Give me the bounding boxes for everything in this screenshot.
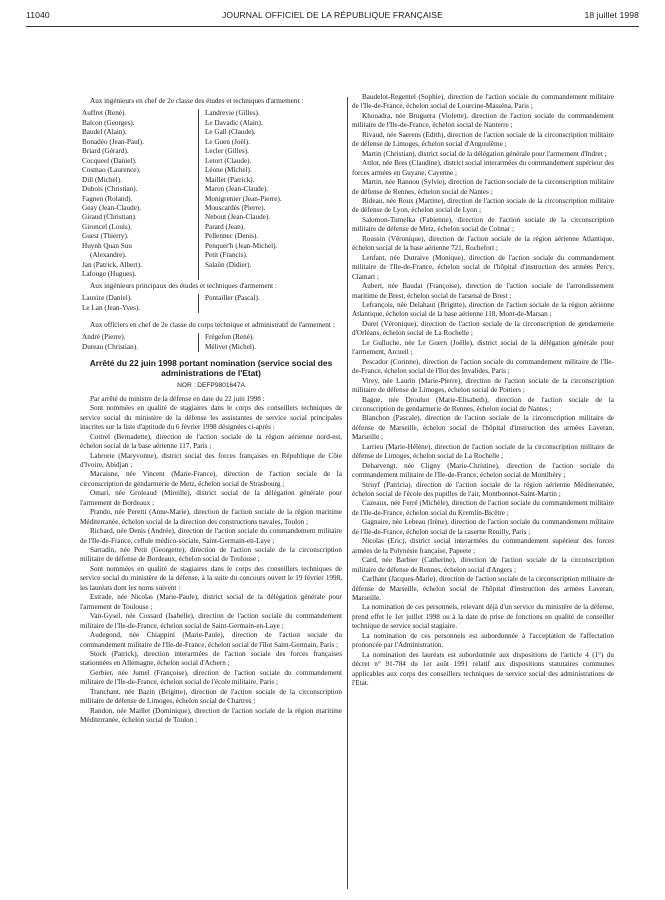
paragraph: Par arrêté du ministre de la défense en date du 22 juin 1998 : <box>90 394 265 403</box>
name-entry: Le Lan (Jean-Yves). <box>82 303 141 312</box>
name-entry: Penquer'h (Jean-Michel). <box>205 241 278 250</box>
name-list-2-col-2 <box>198 294 342 313</box>
paragraph: Deharvengt, née Cligny (Marie-Christine), direction de l'action sociale du commandement militaire de l'Ile-de-France, échelon social de Montlhéry ; <box>352 461 614 480</box>
paragraph: Virey, née Laurin (Marie-Pierre), direction de l'action sociale de la circonscription militaire de défense de Limoges, échelon social de Poitiers ; <box>352 376 614 395</box>
name-entry: Fagnen (Roland). <box>82 194 133 203</box>
paragraph: Bague, née Drouhot (Marie-Elisabeth), direction de l'action sociale de la circonscription de gendarmerie de Rennes, échelon social de Nantes ; <box>352 395 614 413</box>
name-entry: Le Guen (Joël). <box>205 137 250 146</box>
name-list-2-col-1 <box>80 294 198 313</box>
name-entry: Lafouge (Hugues). <box>82 270 137 279</box>
paragraph: Khouadra, née Bruguera (Violette), direction de l'action sociale du commandement militaire de l'Ile-de-France, échelon social de Nanterre ; <box>352 111 614 130</box>
name-list-1-col-2 <box>198 109 342 279</box>
name-entry: Landrevie (Gilles). <box>205 109 260 118</box>
name-entry: Giraud (Christian). <box>82 213 137 222</box>
intro-ingenieurs-chef: Aux ingénieurs en chef de 2e classe des études et techniques d'armement : <box>90 97 304 105</box>
paragraph: Labrorie (Maryvonne), district social des forces françaises en République de Côte d'Ivoire, Abidjan ; <box>80 451 342 469</box>
paragraph: Blanchon (Pascale), direction de l'action sociale de la circonscription militaire de défense de Marseille, échelon social de l'hôpital d'instruction des armées Laveran, Marseille ; <box>352 414 614 442</box>
paragraph: Martin, née Rannou (Sylvie), direction de l'action sociale de la circonscription militaire de défense de Rennes, échelon social de Nantes ; <box>352 178 614 196</box>
name-entry: Dureau (Christian). <box>82 342 138 351</box>
paragraph: Roussin (Véronique), direction de l'action sociale de la région aérienne Atlantique, échelon social de la base aérienne 721, Rochefort ; <box>352 234 614 253</box>
name-list-3 <box>80 333 342 352</box>
name-entry: Jan (Patrick, Albert). <box>82 260 142 269</box>
name-list-2 <box>80 294 342 313</box>
left-column <box>80 97 342 726</box>
name-entry: Mélivet (Michel). <box>205 342 257 351</box>
paragraph: Lefrançois, née Delahaut (Brigitte), direction de l'action sociale de la région aérienne Atlantique, échelon social de la base aérienne 118, Mont-de-Marsan ; <box>352 300 614 319</box>
paragraph: Macaisne, née Vincent (Marie-France), direction de l'action sociale de la circonscription de gendarmerie de Metz, échelon social de Strasbourg ; <box>80 470 342 488</box>
right-column <box>352 93 614 689</box>
name-entry: Pellennec (Denis). <box>205 232 259 241</box>
name-entry: Balcon (Georges). <box>82 118 135 127</box>
paragraph: Gerbier, née Jumel (Françoise), direction de l'action sociale du commandement militaire de l'Ile-de-France, échelon social de l'école militaire, Paris ; <box>80 668 342 687</box>
name-list-1-col-1 <box>80 109 198 279</box>
header-rule <box>26 26 639 27</box>
name-entry: Dill (Michel). <box>82 175 122 184</box>
paragraph: Bideau, née Roux (Martine), direction de l'action sociale de la circonscription militaire de défense de Lyon, échelon social de Lyon ; <box>352 196 614 215</box>
paragraph: Gagnaire, née Lebeau (Irène), direction de l'action sociale du commandement militaire de l'Ile-de-France, échelon social de la caserne Reuilly, Paris ; <box>352 518 614 536</box>
paragraph: Sont nommées en qualité de stagiaires dans le corps des conseillers techniques de service social du ministère de la défense, à la suite du concours ouvert le 19 février 1998, les lauréats dont les noms suivent : <box>80 564 342 592</box>
name-entry: Geay (Jean-Claude). <box>82 203 142 212</box>
name-entry: Lecler (Gilles). <box>205 147 249 156</box>
name-entry: Bonadéo (Jean-Paul). <box>82 137 144 146</box>
paragraph: Lenfant, née Dutraive (Monique), direction de l'action sociale du commandement militaire de l'Ile-de-France, échelon social de l'hôpital d'instruction des armées Percy, Clamart ; <box>352 253 614 281</box>
name-entry: Cosmao (Laurence). <box>82 166 141 175</box>
paragraph: Sarradin, née Petit (Georgette), direction de l'action sociale de la circonscription militaire de défense de Bordeaux, échelon social de Toulouse ; <box>80 546 342 564</box>
paragraph: Baudelot-Regentel (Sophie), direction de l'action sociale du commandement militaire de l'Ile-de-France, échelon social de Lourcine-Masséna, Paris ; <box>352 93 614 111</box>
paragraph: Larrieu (Marie-Hélène), direction de l'action sociale de la circonscription militaire de défense de Limoges, échelon social de La Rochelle ; <box>352 442 614 461</box>
paragraph: Salomon-Tumelka (Fabienne), direction de l'action sociale de la circonscription militaire de défense de Metz, échelon social de Colmar ; <box>352 215 614 234</box>
name-entry: Letort (Claude). <box>205 156 252 165</box>
name-entry: Maillet (Patrick). <box>205 175 255 184</box>
journal-title: JOURNAL OFFICIEL DE LA RÉPUBLIQUE FRANÇAISE <box>222 10 443 20</box>
paragraph: La nomination de ces personnels, relevant déjà d'un service du ministère de la défense, prend effet le 1er juillet 1998 ou à la date de prise de fonctions en qualité de conseiller technique de service social stagiaire. <box>352 603 614 631</box>
name-entry: Gironcel (Louis). <box>82 222 132 231</box>
paragraph: Martin (Christian), district social de la délégation générale pour l'armement d'Indret ; <box>362 149 607 158</box>
name-entry: Dubois (Christian). <box>82 185 138 194</box>
paragraph: Audegond, née Chiappini (Marie-Paule), direction de l'action sociale du commandement militaire de l'Ile-de-France, échelon social de l'îlot Saint-Germain, Paris ; <box>80 631 342 649</box>
name-entry: Monigrenier (Jean-Pierre). <box>205 194 282 203</box>
name-entry: Nebout (Jean-Claude). <box>205 213 271 222</box>
issue-date: 18 juillet 1998 <box>584 10 639 20</box>
paragraph: Cottrel (Bernadette), direction de l'action sociale de la région aérienne nord-est, échelon social de la base aérienne 117, Paris ; <box>80 432 342 451</box>
intro-ingenieurs-principaux: Aux ingénieurs principaux des études et techniques d'armement : <box>90 281 277 290</box>
paragraph: Pescador (Corinne), direction de l'action sociale du commandement militaire de l'Ile-de-France, échelon social de l'îlot des Invalides, Paris ; <box>352 357 614 376</box>
name-list-1 <box>80 109 342 279</box>
name-entry: Parard (Jean). <box>205 222 245 231</box>
name-entry: Léone (Michel). <box>205 166 252 175</box>
name-entry: Cocqueel (Daniel). <box>82 156 137 165</box>
paragraph: Omari, née Groleaud (Mireille), district social de la délégation générale pour l'armement de Bordeaux ; <box>80 489 342 507</box>
paragraph: La nomination des lauréats est subordonnée aux dispositions de l'article 4 (1°) du décret n° 91-784 du 1er août 1991 relatif aux dispositions statutaires communes applicables aux corps des conseillers techniques de service social des administrations de l'Etat. <box>352 650 614 688</box>
paragraph: Card, née Barbier (Catherine), direction de l'action sociale de la circonscription militaire de défense de Rennes, échelon social d'Angers ; <box>352 556 614 574</box>
name-entry: Maron (Jean-Claude). <box>205 185 269 194</box>
name-entry: André (Pierre). <box>82 333 126 342</box>
name-list-3-col-2 <box>198 333 342 352</box>
paragraph: Richard, née Denis (Andrée), direction de l'action sociale du commandement militaire de l'Ile-de-France, cellule médico-sociale, Saint-Germain-en-Laye ; <box>80 527 342 545</box>
intro-officiers: Aux officiers en chef de 2e classe du corps technique et administratif de l'armement : <box>90 320 335 329</box>
paragraph: Le Gulluche, née Le Guern (Joëlle), district social de la délégation générale pour l'armement, Arcueil ; <box>352 338 614 357</box>
name-list-3-col-1 <box>80 333 198 352</box>
right-paragraphs <box>352 93 614 689</box>
paragraph: Struyf (Patricia), direction de l'action sociale de la région aérienne Méditerranée, échelon social de l'école des pupilles de l'air, Montbonnot-Saint-Martin ; <box>352 480 614 499</box>
paragraph: Cazeaux, née Ferré (Michèle), direction de l'action sociale du commandement militaire de l'Ile-de-France, échelon social du Kremlin-Bicêtre ; <box>352 499 614 517</box>
paragraph: Stock (Patrick), direction interarmées de l'action sociale des forces françaises stationnées en Allemagne, échelon social d'Achern ; <box>80 650 342 668</box>
name-entry: (Alexandre). <box>90 251 127 260</box>
paragraph: Duret (Véronique), direction de l'action sociale de la circonscription de gendarmerie d'Orléans, échelon social de La Rochelle ; <box>352 319 614 338</box>
paragraph: Tranchant, née Bazin (Brigitte), direction de l'action sociale de la circonscription militaire de défense de Limoges, échelon social de Chartres ; <box>80 687 342 706</box>
name-entry: Frégefon (René). <box>205 333 255 342</box>
name-entry: Salaün (Didier). <box>205 260 252 269</box>
paragraph: Estrade, née Nicolas (Marie-Paule), district social de la délégation générale pour l'armement de Toulouse ; <box>80 593 342 611</box>
paragraph: Prando, née Peretti (Anne-Marie), direction de l'action sociale de la région maritime Méditerranée, échelon social de la direction des constructions navales, Toulon ; <box>80 508 342 526</box>
paragraph: Attlot, née Bres (Claudine), district social interarmées du commandement supérieur des forces armées en Guyane, Cayenne ; <box>352 159 614 177</box>
name-entry: Pontailler (Pascal). <box>205 294 260 303</box>
column-divider <box>347 97 348 889</box>
paragraph: Randon, née Maillet (Dominique), direction de l'action sociale de la région maritime Méditerranée, échelon social de Toulon ; <box>80 706 342 725</box>
nor-reference: NOR : DEFP9801647A <box>177 382 245 390</box>
name-entry: Guest (Thierry). <box>82 232 129 241</box>
paragraph: Van-Gysel, née Cossard (Isabelle), direction de l'action sociale du commandement militaire de l'Ile-de-France, échelon social de Saint-Germain-en-Laye ; <box>80 612 342 630</box>
name-entry: Petit (Francis). <box>205 251 248 260</box>
name-entry: Huynh Quan Suu <box>82 241 132 250</box>
name-entry: Briard (Gérard). <box>82 147 129 156</box>
arrete-title: Arrêté du 22 juin 1998 portant nomination (service social des administrations de l'Etat) <box>89 358 333 379</box>
page-header <box>26 10 639 26</box>
paragraph: La nomination de ces personnels est subordonnée à l'acceptation de l'affectation prononcée par l'Administration. <box>352 631 614 650</box>
left-paragraphs <box>80 395 342 726</box>
name-entry: Baudel (Alain). <box>82 128 127 137</box>
paragraph: Rivaud, née Saerens (Edith), direction de l'action sociale de la circonscription militaire de défense de Limoges, échelon social d'Angoulême ; <box>352 130 614 149</box>
name-entry: Mouscardès (Pierre). <box>205 203 266 212</box>
paragraph: Nicolas (Eric), district social interarmées du commandement supérieur des forces armées de la Polynésie française, Papeete ; <box>352 537 614 555</box>
paragraph: Sont nommées en qualité de stagiaires dans le corps des conseillers techniques de service social du ministère de la défense les assistantes de service social principales inscrites sur la liste d'aptitude du 6 février 1998 désignées ci-après : <box>80 404 342 432</box>
name-entry: Le Davadic (Alain). <box>205 118 263 127</box>
name-entry: Le Gall (Claude). <box>205 128 256 137</box>
paragraph: Aubert, née Baudat (Françoise), direction de l'action sociale de l'arrondissement maritime de Brest, échelon social de l'arsenal de Brest ; <box>352 282 614 300</box>
name-entry: Lauxire (Daniel). <box>82 294 132 303</box>
name-entry: Auffret (René). <box>82 109 127 118</box>
paragraph: Carlhant (Jacques-Marie), direction de l'action sociale de la circonscription militaire de défense de Marseille, échelon social de l'hôpital d'instruction des armées Laveran, Marseille. <box>352 575 614 603</box>
page-number: 11040 <box>26 10 50 20</box>
